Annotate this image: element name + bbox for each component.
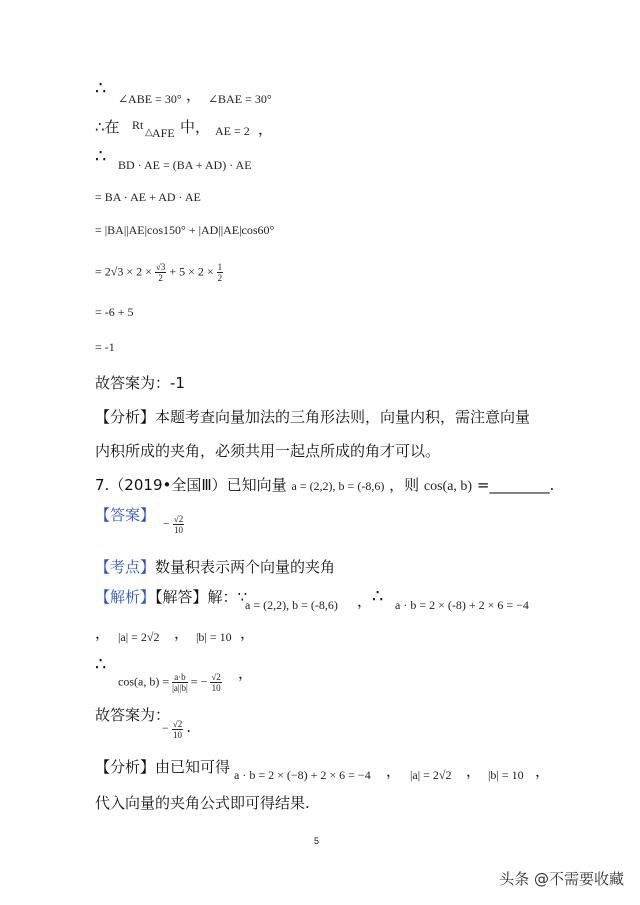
solution-intro: 【解答】解：∵	[155, 588, 248, 606]
analysis-2-conclusion: 代入向量的夹角公式即可得结果.	[95, 794, 310, 812]
comma: ，	[95, 624, 111, 642]
solution-tag: 【解析】	[95, 588, 156, 606]
answer-value	[163, 514, 184, 535]
fraction-numerator: √3	[155, 262, 166, 272]
fraction-sqrt3-over-2	[155, 262, 166, 283]
eq-cos: = |BA||AE|cos150° + |AD||AE|cos60°	[95, 223, 275, 237]
fraction-numerator: √2	[211, 672, 221, 682]
fraction-numerator: √2	[172, 718, 183, 729]
fraction-sqrt2-over-10	[172, 719, 183, 740]
ae-value: AE = 2	[215, 124, 250, 138]
solution-line	[95, 586, 247, 607]
therefore-symbol: ∴	[95, 78, 107, 99]
eq-expand: = BA · AE + AD · AE	[95, 190, 201, 204]
page-number: 5	[314, 836, 320, 846]
fraction-denominator: 2	[217, 273, 223, 283]
comma: ，	[357, 592, 373, 610]
modulus-b: |b| = 10	[196, 630, 232, 644]
eq-sum: = ‑6 + 5	[95, 305, 134, 319]
analysis-2-dot: a · b = 2 × (−8) + 2 × 6 = −4	[234, 768, 371, 782]
solution-vectors: a = (2,2), b = (‑8,6)	[245, 598, 338, 612]
eq-numeric	[95, 262, 223, 283]
analysis-2-intro: 由已知可得	[155, 758, 231, 776]
triangle-afe: AFE	[152, 126, 175, 140]
modulus-a: |a| = 2√2	[118, 630, 160, 644]
analysis-paragraph	[95, 406, 530, 427]
fraction-denominator: 10	[211, 683, 221, 693]
comma: ，	[535, 762, 551, 780]
answer-value-2	[162, 718, 191, 740]
cos-formula	[118, 672, 222, 693]
analysis-2-line	[95, 756, 230, 777]
period: .	[186, 718, 192, 736]
eq-result: = ‑1	[95, 340, 115, 354]
question-7-prefix: 7.（2019•全国Ⅲ）已知向量	[95, 476, 287, 494]
cos-formula-left: cos(a, b) =	[118, 674, 170, 689]
answer-blank: =________.	[476, 476, 555, 494]
comma: ，	[258, 120, 274, 138]
analysis-2-mod-a: |a| = 2√2	[410, 768, 452, 782]
question-7-then: ，则	[389, 476, 420, 494]
answer-text-2: 故答案为：	[95, 706, 171, 724]
line-angles	[95, 78, 106, 99]
rt-label: Rt	[132, 118, 144, 132]
cos-expression: cos(a, b)	[423, 479, 473, 494]
watermark: 头条 @不需要收藏	[499, 870, 624, 888]
comma: ，	[240, 624, 256, 642]
zhong-label: 中，	[180, 118, 211, 136]
eq-numeric-part-a: = 2√3 × 2 ×	[95, 264, 152, 279]
triangle-subscript: △	[145, 127, 153, 138]
comma: ，	[174, 624, 190, 642]
analysis-tag: 【分析】	[95, 408, 156, 426]
in-triangle-label: ∴在	[95, 118, 120, 136]
eq-bd-ae: BD · AE = (BA + AD) · AE	[118, 158, 252, 172]
fraction-numerator: a·b	[172, 672, 188, 683]
answer-tag: 【答案】	[95, 506, 156, 524]
angle-abe: ∠ABE = 30°	[118, 92, 182, 106]
fraction-sqrt2-over-10	[210, 672, 221, 693]
vector-values: a = (2,2), b = (‑8,6)	[291, 479, 385, 493]
dot-product: a · b = 2 × (‑8) + 2 × 6 = −4	[395, 598, 529, 612]
analysis-tag: 【分析】	[95, 758, 156, 776]
minus-sign: −	[162, 721, 169, 735]
fraction-sqrt2-over-10	[173, 514, 184, 535]
comma: ，	[238, 664, 254, 682]
comma: ，	[466, 762, 482, 780]
topic-text: 数量积表示两个向量的夹角	[155, 558, 336, 576]
therefore-symbol: ∴	[95, 146, 107, 167]
angle-bae: ∠BAE = 30°	[208, 92, 272, 106]
analysis-text: 本题考查向量加法的三角形法则，向量内积，需注意向量	[155, 408, 531, 426]
answer-text: 故答案为：‑1	[95, 374, 185, 392]
minus-sign: −	[163, 516, 170, 531]
analysis-2-mod-b: |b| = 10	[488, 768, 524, 782]
comma: ，	[386, 762, 402, 780]
fraction-1-over-2	[217, 262, 224, 283]
analysis-text-line2: 内积所成的夹角，必须共用一起点所成的角才可以。	[95, 442, 441, 460]
eq-numeric-part-b: + 5 × 2 ×	[169, 264, 214, 279]
therefore-symbol: ∴	[372, 586, 384, 607]
fraction-numerator: 1	[217, 262, 223, 272]
topic-tag: 【考点】	[95, 558, 156, 576]
fraction-denominator: 2	[158, 273, 163, 283]
cos-formula-right: = −	[190, 674, 208, 689]
fraction-denominator: |a||b|	[172, 683, 188, 693]
comma: ，	[186, 86, 202, 104]
topic-line	[95, 556, 335, 577]
fraction-dot-over-mod	[172, 672, 188, 693]
fraction-denominator: 10	[173, 729, 182, 740]
fraction-denominator: 10	[174, 525, 183, 535]
therefore-line-3	[95, 146, 106, 167]
question-7	[95, 474, 554, 495]
fraction-numerator: √2	[173, 514, 184, 524]
therefore-symbol: ∴	[95, 654, 107, 675]
